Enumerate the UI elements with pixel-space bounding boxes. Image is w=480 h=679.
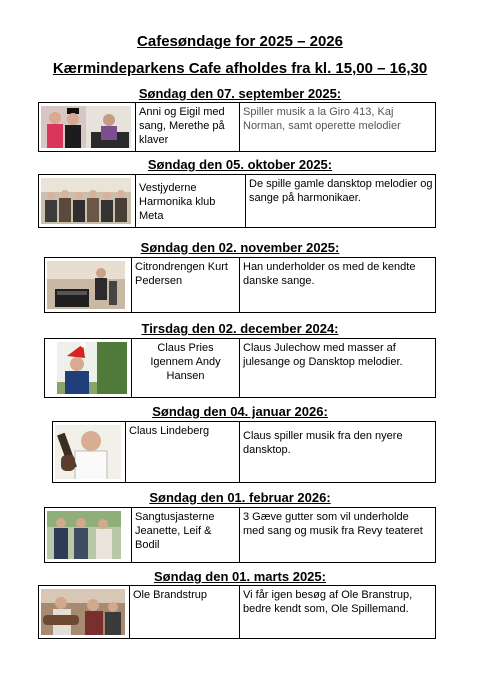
event-table bbox=[52, 421, 436, 483]
event-table bbox=[44, 507, 436, 563]
event-performer: Ole Brandstrup bbox=[133, 589, 207, 601]
event-date: Tirsdag den 02. december 2024: bbox=[141, 321, 339, 336]
event-description: Spiller musik a la Giro 413, Kaj Norman, samt operette melodier bbox=[243, 106, 401, 132]
event-date: Søndag den 01. februar 2026: bbox=[149, 490, 331, 505]
event-description: Claus spiller musik fra den nyere dansktop. bbox=[243, 430, 403, 456]
event-performer: Sangtusjasterne Jeanette, Leif & Bodil bbox=[135, 511, 215, 551]
event-performer: Claus Pries Igennem Andy Hansen bbox=[150, 342, 221, 382]
event-photo bbox=[57, 342, 127, 394]
event-photo bbox=[41, 589, 125, 635]
event-performer: Vestjyderne Harmonika klub Meta bbox=[139, 182, 216, 222]
event-date: Søndag den 04. januar 2026: bbox=[152, 404, 328, 419]
page-subtitle: Kærmindeparkens Cafe afholdes fra kl. 15,00 – 16,30 bbox=[52, 60, 428, 77]
event-description: De spille gamle dansktop melodier og sange på harmonikaer. bbox=[249, 178, 433, 204]
event-performer: Citrondrengen Kurt Pedersen bbox=[135, 261, 228, 287]
event-photo bbox=[41, 178, 131, 224]
event-table bbox=[44, 338, 436, 398]
event-description: Han underholder os med de kendte danske sange. bbox=[243, 261, 416, 287]
event-table bbox=[38, 102, 436, 152]
event-description: Claus Julechow med masser af julesange og Dansktop melodier. bbox=[243, 342, 403, 368]
event-performer: Anni og Eigil med sang, Merethe på klaver bbox=[139, 106, 225, 146]
event-description: Vi får igen besøg af Ole Branstrup, bedre kendt som, Ole Spillemand. bbox=[243, 589, 413, 615]
event-table bbox=[38, 174, 436, 228]
event-table bbox=[44, 257, 436, 313]
event-photo bbox=[47, 511, 121, 559]
event-photo bbox=[41, 106, 131, 148]
event-photo bbox=[47, 261, 125, 309]
event-date: Søndag den 02. november 2025: bbox=[140, 240, 340, 255]
event-description: 3 Gæve gutter som vil underholde med sang og musik fra Revy teateret bbox=[243, 511, 423, 537]
event-date: Søndag den 07. september 2025: bbox=[138, 86, 342, 101]
event-table bbox=[38, 585, 436, 639]
event-date: Søndag den 01. marts 2025: bbox=[154, 569, 326, 584]
event-photo bbox=[55, 425, 121, 479]
event-date: Søndag den 05. oktober 2025: bbox=[147, 157, 333, 172]
event-performer: Claus Lindeberg bbox=[129, 425, 210, 437]
page-title: Cafesøndage for 2025 – 2026 bbox=[137, 33, 343, 50]
